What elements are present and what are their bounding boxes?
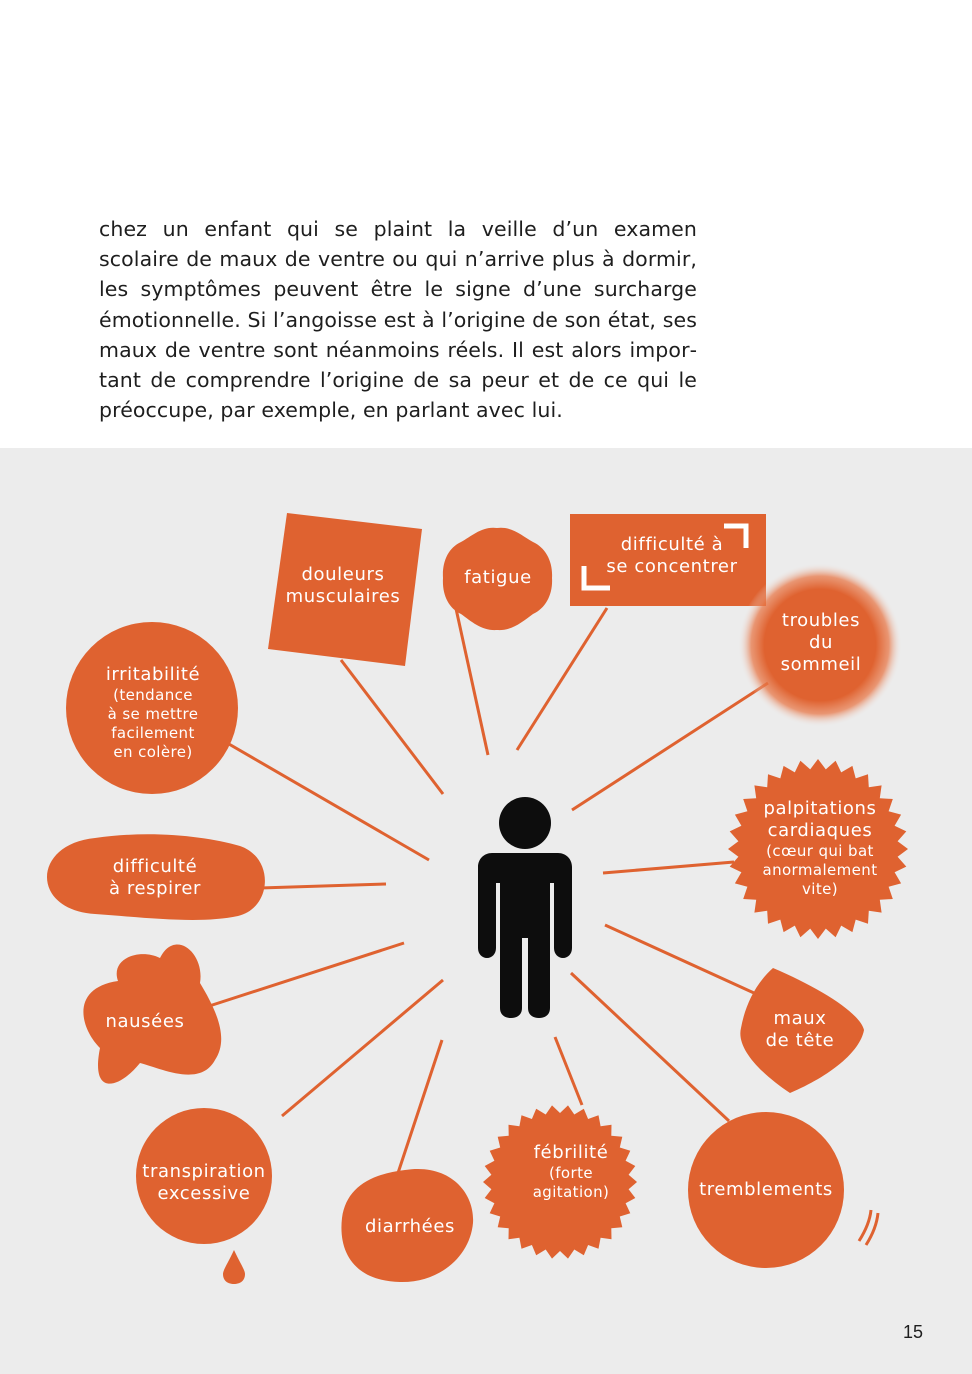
label-nausees: nausées (105, 1011, 185, 1032)
label-maux-tete: maux de tête (765, 1008, 835, 1051)
connector-palpitations (603, 862, 734, 873)
label-irritabilite: irritabilité (tendance à se mettre facilement en colère) (105, 664, 201, 761)
label-diarrhees: diarrhées (365, 1216, 455, 1237)
label-douleurs: douleurs musculaires (285, 564, 401, 607)
connector-nausees (200, 943, 404, 1009)
page-number: 15 (902, 1322, 924, 1342)
connector-transpiration (282, 980, 443, 1116)
label-palpitations: palpitations cardiaques (cœur qui bat anormalement vite) (762, 798, 878, 898)
connector-irritabilite (222, 740, 429, 860)
connector-maux-tete (605, 925, 754, 993)
tremor-icon (859, 1210, 878, 1245)
connector-febrilite (555, 1037, 582, 1105)
connector-sommeil (572, 683, 768, 810)
label-tremblements: tremblements (699, 1179, 833, 1200)
connector-respirer (260, 884, 386, 888)
label-transpiration: transpiration excessive (142, 1161, 266, 1204)
drop-icon (223, 1250, 245, 1284)
child-figure-icon (478, 797, 572, 1018)
label-sommeil: troubles du sommeil (780, 610, 862, 675)
label-respirer: difficulté à respirer (108, 856, 202, 899)
connector-concentrer (517, 608, 607, 750)
connector-douleurs (341, 660, 443, 794)
intro-paragraph: chez un enfant qui se plaint la veille d’un examen scolaire de maux de ventre ou qui n’arrive plus à dormir, les symptômes peuvent être le signe d’une surcharge émotionnelle. Si l’angoisse est à l’origine de son état, ses maux de ventre sont néanmoins réels. Il est alors important de comprendre l’origine de sa peur et de ce qui le préoccupe, par exemple, en parlant avec lui. (99, 217, 697, 423)
label-fatigue: fatigue (464, 567, 532, 588)
symptoms-diagram (0, 448, 972, 1374)
connector-diarrhees (398, 1040, 442, 1173)
connector-tremblements (571, 973, 729, 1121)
label-concentrer: difficulté à se concentrer (606, 534, 738, 577)
label-febrilite: fébrilité (forte agitation) (532, 1142, 610, 1201)
